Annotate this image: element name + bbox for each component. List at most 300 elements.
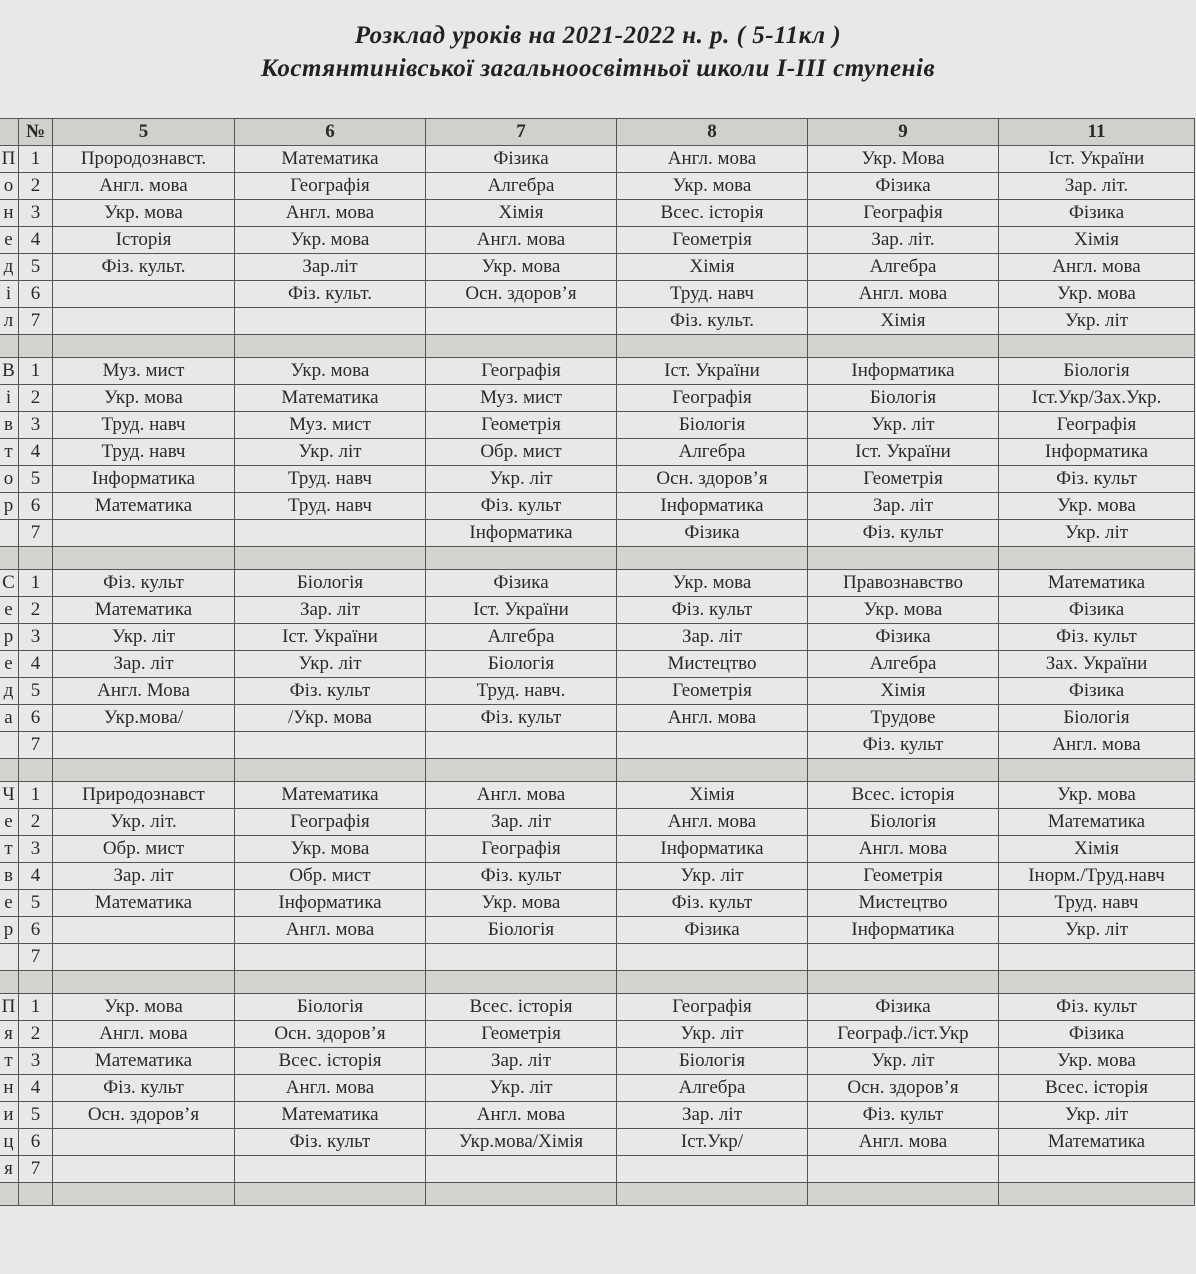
subject-cell: Інформатика: [808, 917, 999, 944]
subject-cell: Укр. літ: [999, 1102, 1195, 1129]
subject-cell: Муз. мист: [426, 385, 617, 412]
separator-cell: [19, 759, 53, 782]
lesson-row: [0, 520, 1195, 547]
separator-cell: [0, 1183, 19, 1206]
lesson-row: [0, 732, 1195, 759]
day-letter: р: [0, 493, 19, 520]
subject-cell: Інорм./Труд.навч: [999, 863, 1195, 890]
subject-cell: Зар. літ: [426, 1048, 617, 1075]
subject-cell: Інформатика: [235, 890, 426, 917]
subject-cell: Біологія: [999, 358, 1195, 385]
subject-cell: Всес. історія: [999, 1075, 1195, 1102]
subject-cell: Укр. мова: [617, 173, 808, 200]
subject-cell: Зар. літ: [53, 863, 235, 890]
subject-cell: Геометрія: [617, 678, 808, 705]
subject-cell: Укр. мова: [53, 385, 235, 412]
subject-cell: Укр.мова/: [53, 705, 235, 732]
subject-cell: Зар. літ: [808, 493, 999, 520]
lesson-number: 5: [19, 466, 53, 493]
lesson-number: 7: [19, 944, 53, 971]
class-header-6: 6: [235, 119, 426, 146]
subject-cell: Правознавство: [808, 570, 999, 597]
day-letter: [0, 944, 19, 971]
subject-cell: Фіз. культ: [808, 520, 999, 547]
lesson-row: [0, 809, 1195, 836]
day-separator-row: [0, 1183, 1195, 1206]
subject-cell: Муз. мист: [53, 358, 235, 385]
separator-cell: [617, 547, 808, 570]
separator-cell: [999, 547, 1195, 570]
lesson-row: [0, 358, 1195, 385]
subject-cell: Укр. мова: [53, 200, 235, 227]
subject-cell: Математика: [53, 1048, 235, 1075]
header-row: [0, 119, 1195, 146]
separator-cell: [19, 335, 53, 358]
separator-cell: [235, 547, 426, 570]
subject-cell: Укр. літ: [999, 308, 1195, 335]
subject-cell: Алгебра: [808, 651, 999, 678]
subject-cell: [53, 732, 235, 759]
subject-cell: Алгебра: [808, 254, 999, 281]
subject-cell: [808, 1156, 999, 1183]
lesson-row: [0, 1129, 1195, 1156]
day-letter: С: [0, 570, 19, 597]
lesson-number: 3: [19, 200, 53, 227]
lesson-number: 6: [19, 917, 53, 944]
day-letter: л: [0, 308, 19, 335]
lesson-row: [0, 227, 1195, 254]
subject-cell: Математика: [999, 1129, 1195, 1156]
lesson-row: [0, 439, 1195, 466]
subject-cell: Географія: [426, 836, 617, 863]
lesson-number: 2: [19, 385, 53, 412]
lesson-row: [0, 944, 1195, 971]
subject-cell: Фіз. культ.: [235, 281, 426, 308]
separator-cell: [426, 1183, 617, 1206]
subject-cell: Математика: [53, 493, 235, 520]
lesson-number: 2: [19, 1021, 53, 1048]
subject-cell: Фіз. культ: [617, 597, 808, 624]
lesson-row: [0, 678, 1195, 705]
subject-cell: Математика: [235, 146, 426, 173]
subject-cell: Інформатика: [617, 493, 808, 520]
day-letter: т: [0, 439, 19, 466]
subject-cell: Біологія: [808, 809, 999, 836]
lesson-row: [0, 308, 1195, 335]
lesson-number: 1: [19, 570, 53, 597]
subject-cell: Прородознавст.: [53, 146, 235, 173]
lesson-number: 6: [19, 1129, 53, 1156]
subject-cell: Інформатика: [426, 520, 617, 547]
day-letter: П: [0, 146, 19, 173]
subject-cell: Укр. Мова: [808, 146, 999, 173]
day-letter: в: [0, 863, 19, 890]
separator-cell: [0, 759, 19, 782]
subject-cell: /Укр. мова: [235, 705, 426, 732]
lesson-number: 5: [19, 678, 53, 705]
subject-cell: Географія: [999, 412, 1195, 439]
lesson-number: 4: [19, 227, 53, 254]
subject-cell: Географія: [235, 173, 426, 200]
subject-cell: [426, 732, 617, 759]
subject-cell: Зар. літ: [426, 809, 617, 836]
subject-cell: Фіз. культ.: [53, 254, 235, 281]
day-letter: е: [0, 809, 19, 836]
subject-cell: Англ. мова: [53, 1021, 235, 1048]
lesson-number: 4: [19, 863, 53, 890]
subject-cell: Труд. навч: [235, 466, 426, 493]
subject-cell: Інформатика: [999, 439, 1195, 466]
subject-cell: Мистецтво: [617, 651, 808, 678]
subject-cell: [235, 732, 426, 759]
subject-cell: Географія: [617, 385, 808, 412]
lesson-row: [0, 994, 1195, 1021]
day-letter: д: [0, 678, 19, 705]
subject-cell: Осн. здоров’я: [235, 1021, 426, 1048]
separator-cell: [0, 335, 19, 358]
subject-cell: Історія: [53, 227, 235, 254]
subject-cell: Математика: [999, 809, 1195, 836]
subject-cell: Математика: [53, 890, 235, 917]
subject-cell: Мистецтво: [808, 890, 999, 917]
subject-cell: [617, 944, 808, 971]
subject-cell: Іст.Укр/Зах.Укр.: [999, 385, 1195, 412]
lesson-row: [0, 412, 1195, 439]
lesson-number: 4: [19, 1075, 53, 1102]
subject-cell: Укр. мова: [235, 227, 426, 254]
subject-cell: Іст. України: [999, 146, 1195, 173]
class-header-8: 8: [617, 119, 808, 146]
subject-cell: Фізика: [426, 570, 617, 597]
subject-cell: Іст.Укр/: [617, 1129, 808, 1156]
lesson-row: [0, 254, 1195, 281]
subject-cell: Географ./іст.Укр: [808, 1021, 999, 1048]
lesson-row: [0, 624, 1195, 651]
subject-cell: Укр. літ: [53, 624, 235, 651]
lesson-number: 5: [19, 254, 53, 281]
subject-cell: Хімія: [999, 227, 1195, 254]
subject-cell: Географія: [808, 200, 999, 227]
subject-cell: [426, 308, 617, 335]
subject-cell: Англ. мова: [808, 836, 999, 863]
separator-cell: [999, 1183, 1195, 1206]
subject-cell: Математика: [235, 782, 426, 809]
subject-cell: Англ. мова: [999, 732, 1195, 759]
subject-cell: Укр. літ: [808, 412, 999, 439]
subject-cell: Інформатика: [53, 466, 235, 493]
schedule-table: [0, 118, 1195, 1206]
lesson-row: [0, 651, 1195, 678]
subject-cell: Іст. України: [808, 439, 999, 466]
lesson-number: 2: [19, 597, 53, 624]
subject-cell: Труд. навч: [235, 493, 426, 520]
subject-cell: Труд. навч: [999, 890, 1195, 917]
subject-cell: Укр. літ: [999, 917, 1195, 944]
separator-cell: [235, 1183, 426, 1206]
schedule-body: [0, 146, 1195, 1206]
subject-cell: Обр. мист: [426, 439, 617, 466]
subject-cell: Інформатика: [617, 836, 808, 863]
separator-cell: [999, 335, 1195, 358]
day-letter: о: [0, 466, 19, 493]
subject-cell: Біологія: [617, 1048, 808, 1075]
subject-cell: Біологія: [426, 917, 617, 944]
subject-cell: Англ. мова: [808, 281, 999, 308]
subject-cell: Фізика: [999, 200, 1195, 227]
subject-cell: [999, 1156, 1195, 1183]
separator-cell: [617, 759, 808, 782]
subject-cell: Іст. України: [617, 358, 808, 385]
subject-cell: Зар. літ: [53, 651, 235, 678]
separator-cell: [617, 971, 808, 994]
lesson-number-header: №: [19, 119, 53, 146]
subject-cell: Хімія: [808, 678, 999, 705]
day-letter: т: [0, 836, 19, 863]
day-letter: П: [0, 994, 19, 1021]
day-letter: е: [0, 890, 19, 917]
subject-cell: Укр. літ: [808, 1048, 999, 1075]
lesson-row: [0, 200, 1195, 227]
subject-cell: Обр. мист: [53, 836, 235, 863]
subject-cell: Англ. мова: [617, 705, 808, 732]
subject-cell: Природознавст: [53, 782, 235, 809]
lesson-number: 3: [19, 1048, 53, 1075]
subject-cell: Обр. мист: [235, 863, 426, 890]
subject-cell: [53, 944, 235, 971]
class-header-7: 7: [426, 119, 617, 146]
subject-cell: Фіз. культ: [999, 994, 1195, 1021]
subject-cell: Укр. літ: [617, 863, 808, 890]
separator-cell: [53, 759, 235, 782]
lesson-number: 1: [19, 358, 53, 385]
lesson-row: [0, 597, 1195, 624]
subject-cell: Укр. літ: [235, 439, 426, 466]
lesson-row: [0, 1075, 1195, 1102]
subject-cell: Фізика: [808, 624, 999, 651]
subject-cell: Хімія: [999, 836, 1195, 863]
subject-cell: Фіз. культ: [235, 1129, 426, 1156]
lesson-number: 7: [19, 1156, 53, 1183]
lesson-row: [0, 570, 1195, 597]
lesson-row: [0, 836, 1195, 863]
subject-cell: [235, 308, 426, 335]
lesson-number: 6: [19, 281, 53, 308]
subject-cell: [53, 917, 235, 944]
subject-cell: Фізика: [426, 146, 617, 173]
lesson-number: 4: [19, 651, 53, 678]
subject-cell: Укр. мова: [426, 254, 617, 281]
subject-cell: Біологія: [808, 385, 999, 412]
day-header: [0, 119, 19, 146]
separator-cell: [19, 1183, 53, 1206]
day-letter: і: [0, 281, 19, 308]
subject-cell: Зар. літ: [235, 597, 426, 624]
lesson-row: [0, 493, 1195, 520]
lesson-row: [0, 173, 1195, 200]
subject-cell: Геометрія: [808, 466, 999, 493]
subject-cell: Укр. мова: [999, 493, 1195, 520]
subject-cell: Укр. літ: [617, 1021, 808, 1048]
subject-cell: Фіз. культ: [235, 678, 426, 705]
subject-cell: Хімія: [808, 308, 999, 335]
day-letter: н: [0, 200, 19, 227]
subject-cell: Географія: [617, 994, 808, 1021]
subject-cell: Укр. мова: [235, 358, 426, 385]
subject-cell: Алгебра: [426, 173, 617, 200]
subject-cell: Англ. мова: [808, 1129, 999, 1156]
subject-cell: Труд. навч: [53, 439, 235, 466]
subject-cell: Географія: [235, 809, 426, 836]
subject-cell: Осн. здоров’я: [426, 281, 617, 308]
separator-cell: [53, 547, 235, 570]
subject-cell: Алгебра: [426, 624, 617, 651]
separator-cell: [19, 547, 53, 570]
subject-cell: Укр. літ: [426, 466, 617, 493]
lesson-number: 7: [19, 308, 53, 335]
subject-cell: Англ. мова: [426, 782, 617, 809]
subject-cell: Фіз. культ: [999, 624, 1195, 651]
subject-cell: Алгебра: [617, 1075, 808, 1102]
subject-cell: Географія: [426, 358, 617, 385]
day-letter: е: [0, 597, 19, 624]
subject-cell: Укр. мова: [999, 281, 1195, 308]
subject-cell: Фіз. культ: [53, 570, 235, 597]
subject-cell: Геометрія: [617, 227, 808, 254]
separator-cell: [617, 1183, 808, 1206]
subject-cell: Хімія: [617, 254, 808, 281]
day-separator-row: [0, 335, 1195, 358]
day-letter: Ч: [0, 782, 19, 809]
subject-cell: Англ. Мова: [53, 678, 235, 705]
subject-cell: Укр. літ.: [53, 809, 235, 836]
subject-cell: Біологія: [235, 570, 426, 597]
subject-cell: [235, 1156, 426, 1183]
lesson-number: 2: [19, 173, 53, 200]
class-header-11: 11: [999, 119, 1195, 146]
subject-cell: Алгебра: [617, 439, 808, 466]
separator-cell: [808, 1183, 999, 1206]
subject-cell: Математика: [235, 385, 426, 412]
subject-cell: Укр.мова/Хімія: [426, 1129, 617, 1156]
lesson-number: 3: [19, 836, 53, 863]
day-letter: а: [0, 705, 19, 732]
subject-cell: Фіз. культ: [426, 863, 617, 890]
day-letter: д: [0, 254, 19, 281]
subject-cell: [617, 1156, 808, 1183]
subject-cell: Фіз. культ.: [617, 308, 808, 335]
day-letter: в: [0, 412, 19, 439]
subject-cell: Фізика: [808, 173, 999, 200]
class-header-9: 9: [808, 119, 999, 146]
separator-cell: [53, 971, 235, 994]
lesson-number: 7: [19, 732, 53, 759]
subject-cell: Укр. мова: [999, 782, 1195, 809]
subject-cell: Осн. здоров’я: [53, 1102, 235, 1129]
subject-cell: Зах. України: [999, 651, 1195, 678]
subject-cell: Укр. мова: [426, 890, 617, 917]
subject-cell: Зар. літ.: [808, 227, 999, 254]
subject-cell: Фізика: [617, 917, 808, 944]
lesson-row: [0, 705, 1195, 732]
subject-cell: Всес. історія: [617, 200, 808, 227]
day-letter: я: [0, 1156, 19, 1183]
subject-cell: Геометрія: [426, 412, 617, 439]
subject-cell: Англ. мова: [426, 227, 617, 254]
lesson-number: 1: [19, 782, 53, 809]
day-separator-row: [0, 547, 1195, 570]
separator-cell: [0, 547, 19, 570]
subject-cell: Фізика: [999, 1021, 1195, 1048]
subject-cell: Іст. України: [235, 624, 426, 651]
day-letter: е: [0, 227, 19, 254]
subject-cell: Біологія: [617, 412, 808, 439]
subject-cell: Укр. літ: [999, 520, 1195, 547]
lesson-number: 6: [19, 493, 53, 520]
subject-cell: [999, 944, 1195, 971]
lesson-number: 6: [19, 705, 53, 732]
separator-cell: [19, 971, 53, 994]
separator-cell: [808, 547, 999, 570]
subject-cell: Математика: [235, 1102, 426, 1129]
subject-cell: [53, 520, 235, 547]
subject-cell: Труд. навч: [53, 412, 235, 439]
lesson-row: [0, 281, 1195, 308]
subject-cell: Іст. України: [426, 597, 617, 624]
subject-cell: Зар. літ: [617, 624, 808, 651]
subject-cell: Фізика: [999, 597, 1195, 624]
subject-cell: Англ. мова: [235, 917, 426, 944]
subject-cell: Труд. навч: [617, 281, 808, 308]
subject-cell: [808, 944, 999, 971]
subject-cell: Зар. літ.: [999, 173, 1195, 200]
separator-cell: [617, 335, 808, 358]
subject-cell: Фіз. культ: [426, 705, 617, 732]
subject-cell: Всес. історія: [235, 1048, 426, 1075]
subject-cell: Фізика: [617, 520, 808, 547]
subject-cell: [53, 308, 235, 335]
lesson-number: 5: [19, 890, 53, 917]
subject-cell: Англ. мова: [53, 173, 235, 200]
day-letter: і: [0, 385, 19, 412]
subject-cell: [235, 944, 426, 971]
lesson-row: [0, 1102, 1195, 1129]
separator-cell: [808, 759, 999, 782]
subject-cell: Математика: [53, 597, 235, 624]
subject-cell: Математика: [999, 570, 1195, 597]
day-letter: и: [0, 1102, 19, 1129]
separator-cell: [808, 335, 999, 358]
subject-cell: Осн. здоров’я: [617, 466, 808, 493]
subject-cell: Укр. мова: [617, 570, 808, 597]
subject-cell: Хімія: [426, 200, 617, 227]
subject-cell: Укр. мова: [53, 994, 235, 1021]
class-header-5: 5: [53, 119, 235, 146]
subject-cell: Англ. мова: [235, 1075, 426, 1102]
day-separator-row: [0, 971, 1195, 994]
subject-cell: Муз. мист: [235, 412, 426, 439]
separator-cell: [235, 335, 426, 358]
subject-cell: Геометрія: [808, 863, 999, 890]
subject-cell: Зар.літ: [235, 254, 426, 281]
lesson-row: [0, 890, 1195, 917]
lesson-row: [0, 917, 1195, 944]
separator-cell: [426, 547, 617, 570]
lesson-number: 7: [19, 520, 53, 547]
lesson-number: 1: [19, 146, 53, 173]
subject-cell: Укр. літ: [235, 651, 426, 678]
subject-cell: Хімія: [617, 782, 808, 809]
separator-cell: [999, 759, 1195, 782]
